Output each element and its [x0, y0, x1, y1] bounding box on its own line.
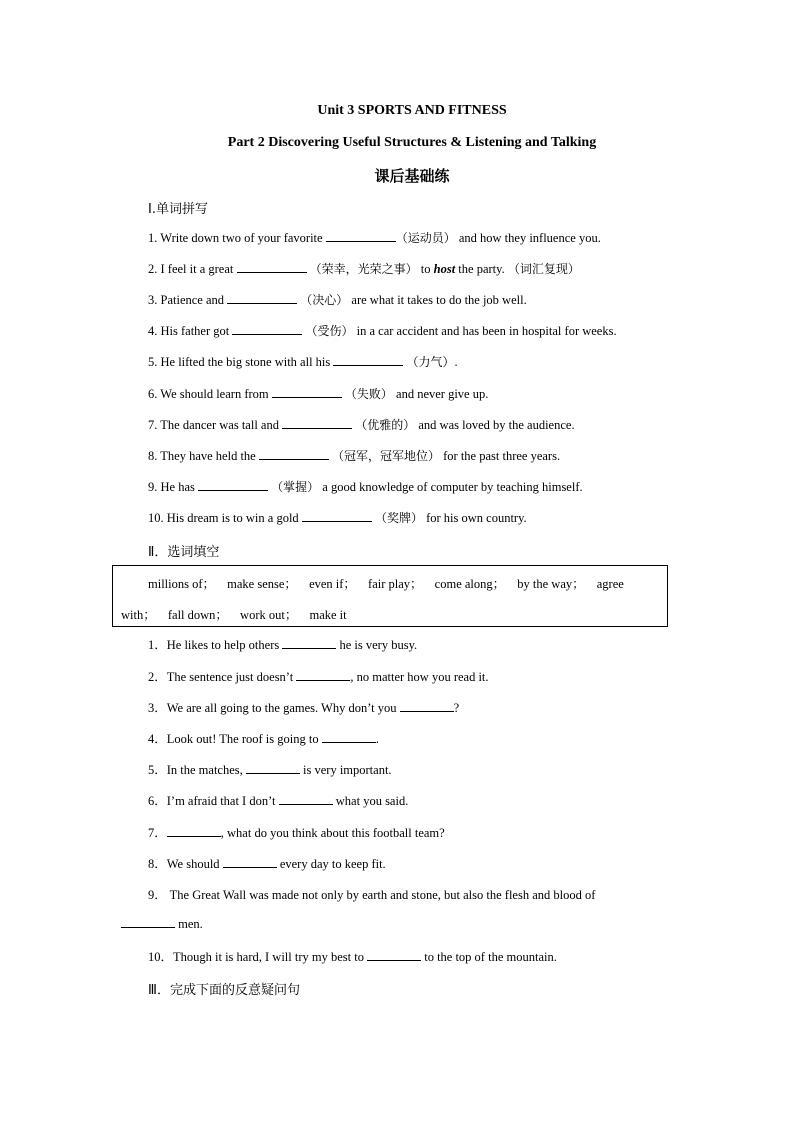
unit-title: Unit 3 SPORTS AND FITNESS — [317, 103, 507, 118]
word-bank-item: by the way； — [517, 577, 585, 591]
s1-item-4-rest: in a car accident and has been in hospital for weeks. — [353, 324, 617, 338]
s1-item-7-rest: and was loved by the audience. — [415, 418, 575, 432]
s2-item-3 — [148, 698, 459, 716]
answer-blank[interactable] — [198, 479, 268, 491]
answer-blank[interactable] — [272, 386, 342, 398]
s1-item-5 — [148, 353, 458, 370]
s1-item-3-rest: are what it takes to do the job well. — [348, 293, 527, 307]
answer-blank[interactable] — [322, 731, 376, 743]
s1-item-6-hint: （失败） — [344, 387, 393, 401]
s2-item-9-rest: men. — [175, 917, 203, 931]
word-bank-item: fair play； — [368, 577, 423, 591]
s1-item-8 — [148, 447, 560, 464]
s1-item-9-rest: a good knowledge of computer by teaching himself. — [319, 480, 583, 494]
s2-item-5-rest: is very important. — [299, 763, 392, 777]
answer-blank[interactable] — [296, 669, 350, 681]
s1-item-5-rest: . — [454, 355, 458, 369]
s2-item-6-rest: what you said. — [332, 794, 409, 808]
s1-item-2-rest-b: the party. — [455, 262, 508, 276]
s1-item-7 — [148, 416, 575, 433]
s1-item-10-rest: for his own country. — [422, 511, 527, 525]
s2-item-6-text: 6．I’m afraid that I don’t — [148, 794, 279, 808]
answer-blank[interactable] — [227, 292, 297, 304]
s1-item-2-rest-a: to — [417, 262, 434, 276]
s1-item-2-note: （词汇复现） — [507, 262, 580, 276]
s2-item-2-rest: , no matter how you read it. — [350, 670, 489, 684]
s1-item-1-text: 1. Write down two of your favorite — [148, 231, 326, 245]
word-bank-item: work out； — [240, 608, 298, 622]
s1-item-2-host-word: host — [433, 262, 456, 276]
word-bank-box — [112, 565, 668, 627]
s1-item-6-text: 6. We should learn from — [148, 387, 272, 401]
answer-blank[interactable] — [237, 261, 307, 273]
answer-blank[interactable] — [326, 230, 396, 242]
answer-blank[interactable] — [167, 825, 221, 837]
s2-item-3-text: 3．We are all going to the games. Why don’t you — [148, 701, 400, 715]
word-bank-item: make it — [309, 608, 347, 622]
s1-item-7-hint: （优雅的） — [355, 418, 416, 432]
s2-item-9-continuation — [121, 916, 203, 932]
s1-item-9-text: 9. He has — [148, 480, 198, 494]
s2-item-7 — [148, 823, 445, 841]
s2-item-4 — [148, 729, 379, 747]
s1-item-5-text: 5. He lifted the big stone with all his — [148, 355, 334, 369]
word-bank-item: millions of； — [148, 577, 216, 591]
s1-item-8-text: 8. They have held the — [148, 449, 259, 463]
word-bank-item: agree — [596, 577, 624, 591]
word-bank-row-1 — [148, 574, 659, 592]
s2-item-4-rest: . — [375, 732, 379, 746]
s2-item-2-text: 2．The sentence just doesn’t — [148, 670, 297, 684]
s1-item-2-text: 2. I feel it a great — [148, 262, 237, 276]
answer-blank[interactable] — [400, 700, 454, 712]
s2-item-2 — [148, 667, 489, 685]
s1-item-7-text: 7. The dancer was tall and — [148, 418, 283, 432]
answer-blank[interactable] — [367, 949, 421, 961]
answer-blank[interactable] — [333, 354, 403, 366]
s1-item-1-rest: and how they influence you. — [455, 231, 601, 245]
section-2-heading: Ⅱ．选词填空 — [148, 545, 220, 560]
s1-item-10-hint: （奖牌） — [374, 511, 423, 525]
answer-blank[interactable] — [246, 762, 300, 774]
s2-item-10-rest: to the top of the mountain. — [421, 950, 557, 964]
s1-item-4 — [148, 322, 617, 339]
s2-item-5 — [148, 760, 392, 778]
s2-item-1 — [148, 635, 417, 653]
s2-item-1-rest: he is very busy. — [336, 638, 418, 652]
s1-item-8-rest: for the past three years. — [440, 449, 561, 463]
s2-item-10-text: 10．Though it is hard, I will try my best to — [148, 950, 368, 964]
s2-item-8-text: 8．We should — [148, 857, 223, 871]
s1-item-8-hint: （冠军，冠军地位） — [331, 449, 440, 463]
s1-item-2-hint: （荣幸，光荣之事） — [309, 262, 418, 276]
answer-blank[interactable] — [232, 323, 302, 335]
s1-item-1 — [148, 229, 601, 246]
s2-item-7-text: 7． — [148, 826, 167, 840]
section-3-heading: Ⅲ．完成下面的反意疑问句 — [148, 983, 300, 998]
answer-blank[interactable] — [121, 916, 175, 928]
answer-blank[interactable] — [282, 637, 336, 649]
s2-item-8-rest: every day to keep fit. — [276, 857, 386, 871]
s2-item-4-text: 4．Look out! The roof is going to — [148, 732, 322, 746]
practice-title: 课后基础练 — [374, 167, 450, 185]
s2-item-9 — [148, 885, 595, 903]
s1-item-4-text: 4. His father got — [148, 324, 233, 338]
s1-item-10 — [148, 509, 527, 526]
s1-item-5-hint: （力气） — [406, 355, 455, 369]
s2-item-8 — [148, 854, 386, 872]
word-bank-row-2 — [121, 605, 347, 623]
word-bank-item: fall down； — [167, 608, 228, 622]
word-bank-item: even if； — [309, 577, 356, 591]
s2-item-9-text: 9． The Great Wall was made not only by earth and stone, but also the flesh and blood of — [148, 888, 596, 902]
s1-item-1-hint: （运动员） — [395, 231, 456, 245]
s1-item-9-hint: （掌握） — [271, 480, 320, 494]
answer-blank[interactable] — [279, 793, 333, 805]
word-bank-item: make sense； — [227, 577, 297, 591]
part-title: Part 2 Discovering Useful Structures & Listening and Talking — [227, 135, 597, 150]
section-1-heading: Ⅰ.单词拼写 — [148, 202, 208, 217]
s2-item-5-text: 5．In the matches, — [148, 763, 246, 777]
s1-item-3-text: 3. Patience and — [148, 293, 228, 307]
s1-item-4-hint: （受伤） — [305, 324, 354, 338]
answer-blank[interactable] — [223, 856, 277, 868]
s2-item-1-text: 1．He likes to help others — [148, 638, 283, 652]
s2-item-10 — [148, 947, 557, 965]
word-bank-item: come along； — [434, 577, 506, 591]
s1-item-6 — [148, 385, 488, 402]
answer-blank[interactable] — [282, 417, 352, 429]
s1-item-3 — [148, 291, 527, 308]
answer-blank[interactable] — [302, 510, 372, 522]
s2-item-3-rest: ? — [453, 701, 460, 715]
s1-item-6-rest: and never give up. — [392, 387, 489, 401]
answer-blank[interactable] — [259, 448, 329, 460]
s1-item-3-hint: （决心） — [300, 293, 349, 307]
s2-item-7-rest: , what do you think about this football team? — [220, 826, 445, 840]
word-bank-item: with； — [121, 608, 156, 622]
s1-item-9 — [148, 478, 583, 495]
s1-item-10-text: 10. His dream is to win a gold — [148, 511, 302, 525]
s1-item-2 — [148, 260, 580, 277]
s2-item-6 — [148, 791, 408, 809]
